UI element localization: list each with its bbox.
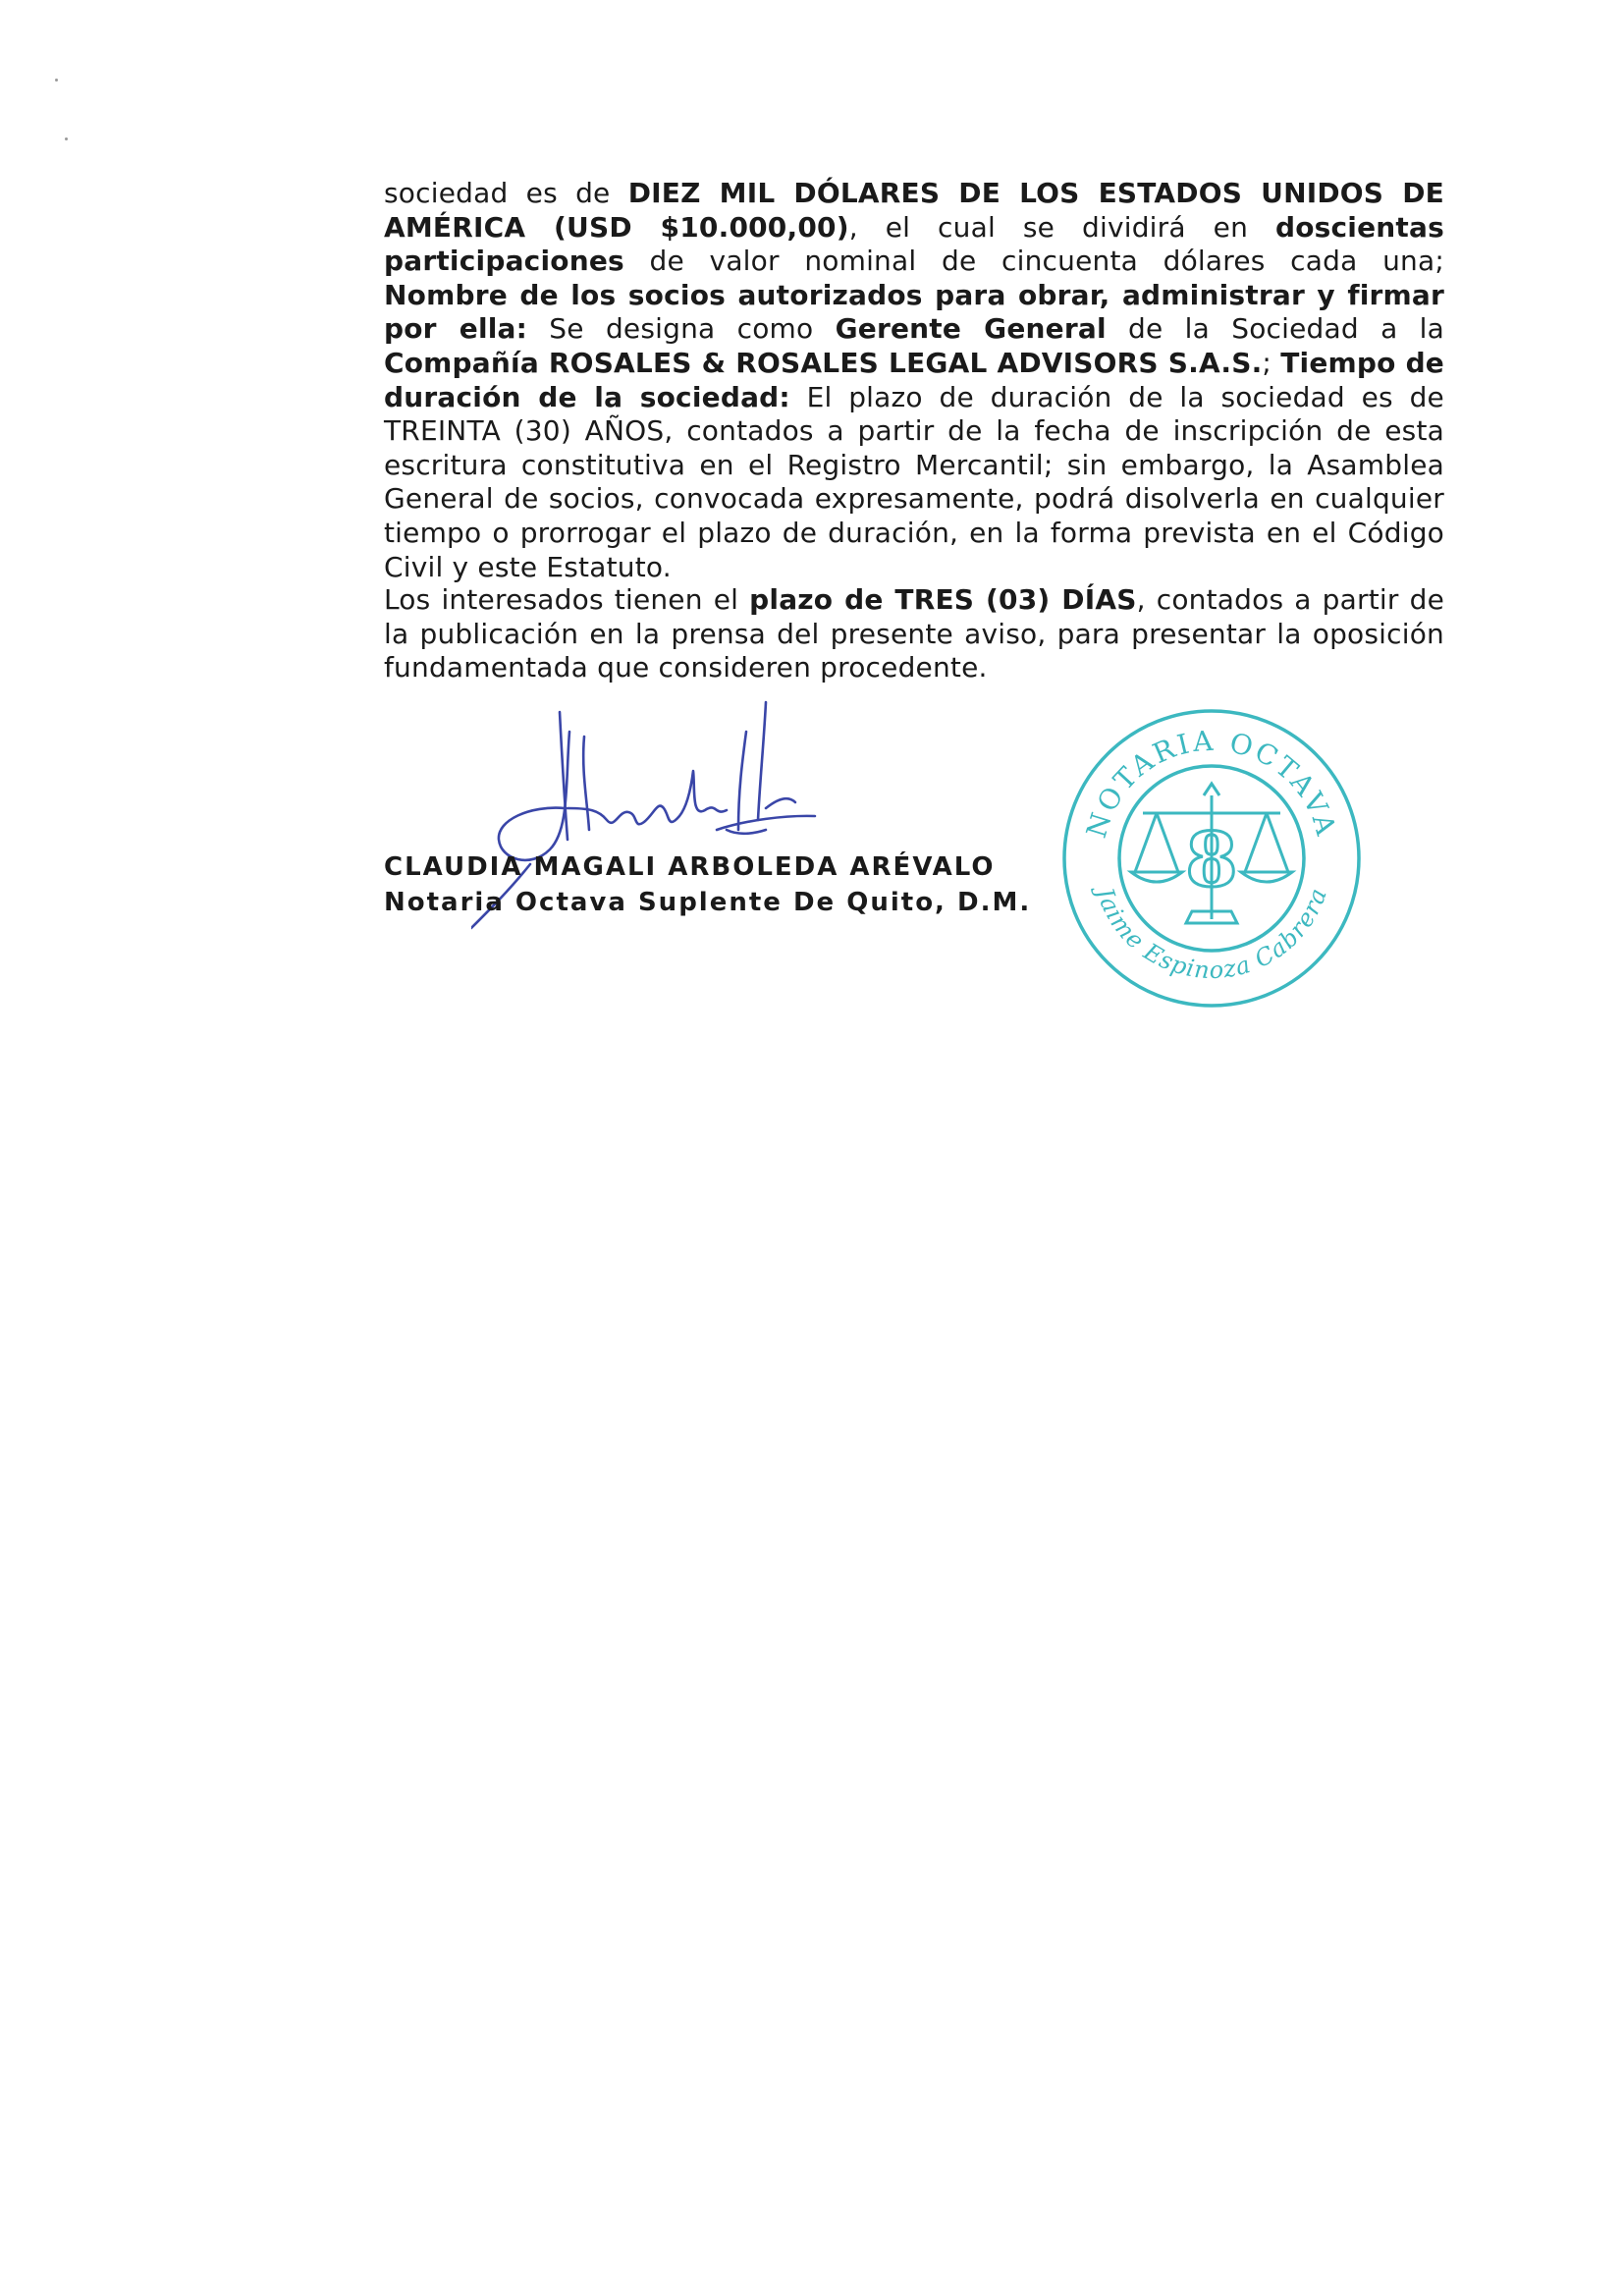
bold-text-segment: Tiempo de duración de la sociedad: bbox=[384, 346, 1444, 413]
signatory-name: CLAUDIA MAGALI ARBOLEDA ARÉVALO bbox=[384, 852, 996, 882]
scan-speck bbox=[65, 137, 68, 140]
text-segment: Los interesados tienen el bbox=[384, 583, 750, 616]
text-segment: ; bbox=[1262, 346, 1281, 379]
notary-seal-stamp bbox=[1058, 705, 1365, 1011]
text-segment: de valor nominal de cincuenta dólares cada una; bbox=[623, 245, 1444, 278]
scan-speck bbox=[55, 79, 58, 82]
seal-center-number: 8 bbox=[1185, 816, 1238, 903]
text-segment: El plazo de duración de la sociedad es de TREINTA (30) AÑOS, contados a partir de la fecha de inscripción de esta escritura constitutiva en el Registro Mercantil; sin embargo, la Asamblea General de socios, convocada expresamente, podrá disolverla en cualquier tiempo o prorrogar el plazo de duración, en la forma prevista en el Código Civil y este Estatuto. bbox=[384, 380, 1444, 583]
text-segment: sociedad es de bbox=[384, 177, 628, 209]
paragraph-company-details bbox=[384, 177, 1444, 584]
text-segment: Se designa como bbox=[527, 312, 836, 346]
signatory-title: Notaria Octava Suplente De Quito, D.M. bbox=[384, 888, 1032, 917]
bold-text-segment: doscientas participaciones bbox=[384, 210, 1444, 278]
bold-text-segment: Compañía ROSALES & ROSALES LEGAL ADVISORS S.A.S. bbox=[384, 346, 1263, 379]
seal-bottom-text: Jaime Espinoza Cabrera bbox=[1090, 884, 1333, 985]
bold-text-segment: plazo de TRES (03) DÍAS bbox=[749, 583, 1137, 616]
bold-text-segment: DIEZ MIL DÓLARES DE LOS ESTADOS UNIDOS DE AMÉRICA (USD $10.000,00) bbox=[384, 177, 1444, 244]
bold-text-segment: Nombre de los socios autorizados para obrar, administrar y firmar por ella: bbox=[384, 278, 1444, 346]
bold-text-segment: Gerente General bbox=[835, 312, 1107, 346]
text-segment: , el cual se dividirá en bbox=[848, 210, 1275, 244]
paragraph-opposition-notice bbox=[384, 583, 1444, 685]
seal-top-text: NOTARIA OCTAVA bbox=[1079, 724, 1343, 842]
text-segment: de la Sociedad a la bbox=[1106, 312, 1444, 346]
text-segment: , contados a partir de la publicación en la prensa del presente aviso, para presentar la oposición fundamentada que consideren procedente. bbox=[384, 583, 1444, 684]
